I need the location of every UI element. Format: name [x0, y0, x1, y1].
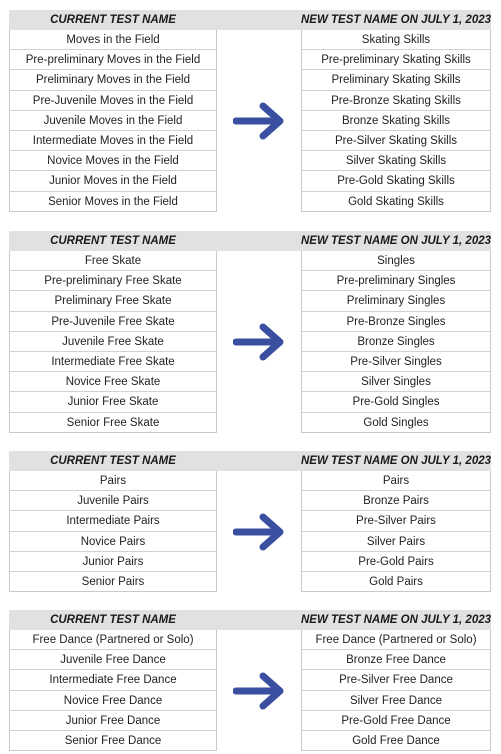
new-test-name-cell: Pre-Silver Pairs [302, 511, 490, 531]
new-test-name-cell: Silver Singles [302, 372, 490, 392]
new-test-name-cell: Bronze Free Dance [302, 650, 490, 670]
table-header [9, 10, 491, 30]
current-test-name-cell: Novice Moves in the Field [10, 151, 216, 171]
new-test-name-cell: Bronze Singles [302, 332, 490, 352]
table-header [9, 231, 491, 251]
header-current-test-name: CURRENT TEST NAME [50, 455, 176, 467]
current-test-name-cell: Moves in the Field [10, 30, 216, 50]
current-test-name-cell: Free Skate [10, 251, 216, 271]
current-test-name-cell: Senior Pairs [81, 575, 145, 588]
new-names-column [301, 251, 491, 433]
new-test-name-cell: Pre-Silver Skating Skills [302, 131, 490, 151]
new-test-name-cell: Pre-Bronze Singles [302, 312, 490, 332]
current-test-name-cell: Junior Pairs [10, 552, 216, 572]
current-names-column [9, 30, 217, 212]
current-test-name-cell: Intermediate Pairs [10, 511, 216, 531]
header-current-test-name: CURRENT TEST NAME [50, 14, 176, 26]
current-test-name-cell: Free Dance (Partnered or Solo) [10, 630, 216, 650]
new-test-name-cell: Silver Skating Skills [302, 151, 490, 171]
current-names-column [9, 471, 217, 592]
header-new-test-name: NEW TEST NAME ON JULY 1, 2023 [301, 614, 492, 626]
current-test-name-cell: Senior Free Dance [64, 734, 162, 747]
current-test-name-cell: Junior Free Skate [10, 392, 216, 412]
current-test-name-cell: Juvenile Moves in the Field [10, 111, 216, 131]
new-test-name-cell: Gold Pairs [369, 575, 423, 588]
new-test-name-cell: Bronze Skating Skills [302, 111, 490, 131]
new-names-column [301, 30, 491, 212]
current-test-name-cell: Novice Free Skate [10, 372, 216, 392]
current-test-name-cell: Pairs [10, 471, 216, 491]
new-test-name-cell: Singles [302, 251, 490, 271]
new-test-name-cell: Pre-Gold Pairs [302, 552, 490, 572]
current-test-name-cell: Pre-preliminary Free Skate [10, 271, 216, 291]
new-test-name-cell: Pre-Gold Skating Skills [302, 171, 490, 191]
new-names-column [301, 630, 491, 751]
new-test-name-cell: Preliminary Skating Skills [302, 70, 490, 90]
new-test-name-cell: Pre-Gold Singles [302, 392, 490, 412]
new-test-name-cell: Silver Free Dance [302, 691, 490, 711]
current-test-name-cell: Senior Free Skate [66, 416, 160, 429]
table-header [9, 451, 491, 471]
current-test-name-cell: Pre-Juvenile Free Skate [10, 312, 216, 332]
current-test-name-cell: Preliminary Free Skate [10, 291, 216, 311]
new-test-name-cell: Pre-preliminary Skating Skills [302, 50, 490, 70]
arrow-right-icon [233, 671, 287, 711]
header-new-test-name: NEW TEST NAME ON JULY 1, 2023 [301, 14, 492, 26]
new-test-name-cell: Pre-Silver Free Dance [302, 670, 490, 690]
arrow-right-icon [233, 322, 287, 362]
new-test-name-cell: Pre-preliminary Singles [302, 271, 490, 291]
new-test-name-cell: Free Dance (Partnered or Solo) [302, 630, 490, 650]
current-test-name-cell: Preliminary Moves in the Field [10, 70, 216, 90]
new-test-name-cell: Pre-Silver Singles [302, 352, 490, 372]
current-test-name-cell: Intermediate Free Dance [10, 670, 216, 690]
current-test-name-cell: Pre-Juvenile Moves in the Field [10, 91, 216, 111]
new-test-name-cell: Gold Singles [363, 416, 429, 429]
current-test-name-cell: Juvenile Free Dance [10, 650, 216, 670]
arrow-right-icon [233, 512, 287, 552]
header-current-test-name: CURRENT TEST NAME [50, 235, 176, 247]
new-test-name-cell: Pre-Gold Free Dance [302, 711, 490, 731]
current-test-name-cell: Juvenile Pairs [10, 491, 216, 511]
new-names-column [301, 471, 491, 592]
current-test-name-cell: Pre-preliminary Moves in the Field [10, 50, 216, 70]
new-test-name-cell: Silver Pairs [302, 532, 490, 552]
current-test-name-cell: Novice Pairs [10, 532, 216, 552]
new-test-name-cell: Gold Free Dance [352, 734, 440, 747]
new-test-name-cell: Bronze Pairs [302, 491, 490, 511]
new-test-name-cell: Skating Skills [302, 30, 490, 50]
new-test-name-cell: Gold Skating Skills [348, 195, 444, 208]
current-names-column [9, 251, 217, 433]
header-new-test-name: NEW TEST NAME ON JULY 1, 2023 [301, 235, 492, 247]
new-test-name-cell: Pairs [302, 471, 490, 491]
arrow-right-icon [233, 101, 287, 141]
table-header [9, 610, 491, 630]
current-test-name-cell: Junior Free Dance [10, 711, 216, 731]
current-test-name-cell: Intermediate Moves in the Field [10, 131, 216, 151]
current-names-column [9, 630, 217, 751]
current-test-name-cell: Juvenile Free Skate [10, 332, 216, 352]
new-test-name-cell: Preliminary Singles [302, 291, 490, 311]
current-test-name-cell: Junior Moves in the Field [10, 171, 216, 191]
new-test-name-cell: Pre-Bronze Skating Skills [302, 91, 490, 111]
current-test-name-cell: Novice Free Dance [10, 691, 216, 711]
current-test-name-cell: Intermediate Free Skate [10, 352, 216, 372]
header-new-test-name: NEW TEST NAME ON JULY 1, 2023 [301, 455, 492, 467]
current-test-name-cell: Senior Moves in the Field [48, 195, 178, 208]
header-current-test-name: CURRENT TEST NAME [50, 614, 176, 626]
